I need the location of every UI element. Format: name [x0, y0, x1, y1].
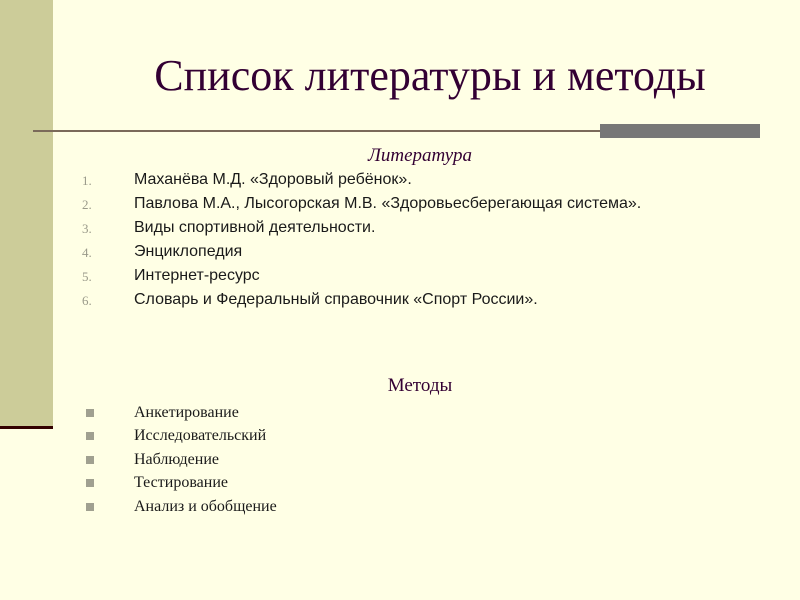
square-bullet-icon — [86, 456, 94, 464]
square-bullet-icon — [86, 503, 94, 511]
left-band-underline — [0, 426, 53, 429]
slide-title: Список литературы и методы — [154, 51, 706, 100]
method-item-text: Анализ и обобщение — [134, 497, 277, 515]
list-number: 4. — [82, 245, 92, 260]
list-number: 1. — [82, 173, 92, 188]
method-item — [86, 401, 586, 425]
methods-list — [86, 401, 586, 519]
list-number: 2. — [82, 197, 92, 212]
literature-item-text: Интернет-ресурс — [134, 267, 260, 284]
literature-item — [82, 195, 722, 214]
literature-item — [82, 243, 722, 262]
literature-item — [82, 219, 722, 238]
method-item — [86, 425, 586, 449]
literature-item-text: Виды спортивной деятельности. — [134, 219, 376, 236]
method-item-text: Тестирование — [134, 474, 228, 492]
list-number: 3. — [82, 221, 92, 236]
literature-item-text: Словарь и Федеральный справочник «Спорт России». — [134, 291, 538, 308]
list-number: 6. — [82, 293, 92, 308]
literature-item-text: Маханёва М.Д. «Здоровый ребёнок». — [134, 171, 412, 188]
literature-list — [82, 171, 722, 315]
method-item — [86, 495, 586, 519]
method-item-text: Наблюдение — [134, 450, 219, 468]
literature-heading: Литература — [368, 145, 472, 166]
square-bullet-icon — [86, 432, 94, 440]
literature-item-text: Энциклопедия — [134, 243, 243, 260]
literature-item — [82, 267, 722, 286]
square-bullet-icon — [86, 409, 94, 417]
method-item — [86, 472, 586, 496]
method-item-text: Исследовательский — [134, 427, 267, 445]
literature-item — [82, 171, 722, 190]
square-bullet-icon — [86, 479, 94, 487]
left-decorative-band — [0, 0, 53, 426]
title-divider-block — [600, 124, 760, 138]
literature-item-text: Павлова М.А., Лысогорская М.В. «Здоровьесберегающая система». — [134, 195, 642, 212]
method-item-text: Анкетирование — [134, 403, 239, 421]
list-number: 5. — [82, 269, 92, 284]
methods-heading: Методы — [387, 375, 453, 396]
method-item — [86, 448, 586, 472]
literature-item — [82, 291, 722, 310]
